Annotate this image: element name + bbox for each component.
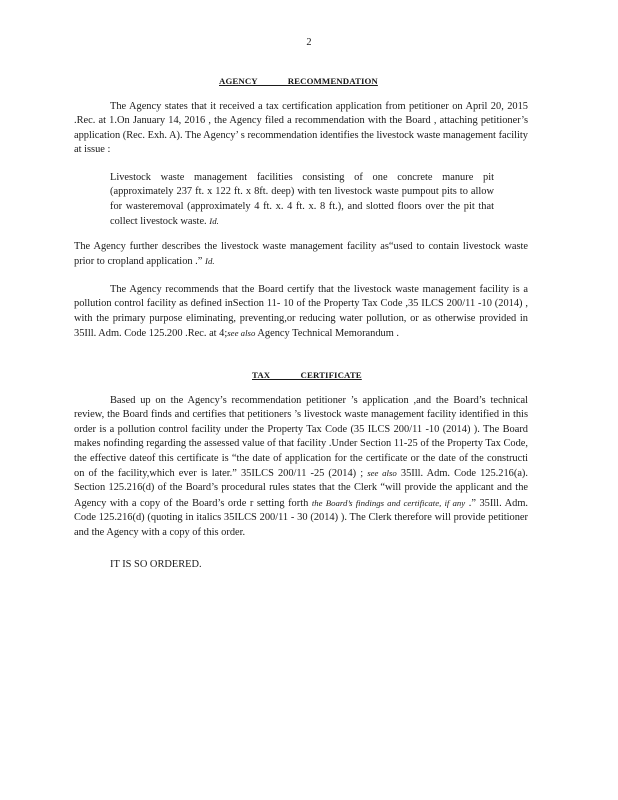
technical-memorandum-ref: Agency Technical Memorandum . <box>257 328 400 340</box>
recommendation-paragraph-3-text: The Agency recommends that the Board certify that the livestock waste management facility is a pollution control facility as defined inSection 11- 10 of the Property Tax Code ,35 ILCS 200/11 -10 (2014) , with the primary purpose eliminating, preventing,or reducing water pollution, or as otherwise provided in 35Ill. Adm. Code 125.200 .Rec. at 4; <box>74 284 528 340</box>
paragraph-2-citation: Id. <box>205 256 215 267</box>
recommendation-paragraph-2-text: The Agency further describes the livestock waste management facility as“used to contain livestock waste prior to cropland application .” <box>74 241 528 268</box>
see-also-signal: see also <box>227 328 256 339</box>
facility-description-quote <box>110 171 494 230</box>
certificate-italic-quote: the Board’s findings and certificate, if any <box>311 497 466 508</box>
recommendation-paragraph-2 <box>74 240 528 270</box>
certificate-see-also: see also <box>367 468 397 479</box>
facility-description-text: Livestock waste management facilities consisting of one concrete manure pit (approximately 237 ft. x 122 ft. x 8ft. deep) with ten livestock waste pumpout pits to allow for wasteremoval (approximately 4 ft. x. 4 ft. x. 8 ft.), and slotted floors over the pit that collect livestock waste. <box>110 172 494 228</box>
certificate-text-a: Based up on the Agency’s recommendation petitioner ’s application ,and the Board’s technical review, the Board finds and certifies that petitioners ’s livestock waste management facility identified in this order is a pollution control facility under the Property Tax Code (35 ILCS 200/11 -10 (2014) ). The Board makes nofinding regarding the assessed value of that facility .Under Section 11-25 of the Property Tax Code, the effective dateof this certificate is “the date of application for the certificate or the date of the constructi on of the facility,which ever is later.” 35ILCS 200/11 -25 (2014) ; <box>74 395 528 480</box>
agency-recommendation-heading: AGENCY RECOMMENDATION <box>219 76 378 86</box>
page-number: 2 <box>306 37 312 48</box>
certificate-paragraph <box>74 394 528 540</box>
recommendation-paragraph-1-text: The Agency states that it received a tax certification application from petitioner on April 20, 2015 .Rec. at 1.On January 14, 2016 , the Agency filed a recommendation with the Board , attaching petitioner’s application (Rec. Exh. A). The Agency’ s recommendation identifies the livestock waste management facility at issue : <box>74 101 528 156</box>
certificate-text-b: 35Ill. Adm. Code 125.216(a). Section 125.216(d) of the Board’s procedural rules states that the Clerk “will provide the applicant and the Agency with a copy of the Board’s orde r setting forth <box>74 468 528 509</box>
recommendation-paragraph-3 <box>74 283 528 342</box>
tax-certificate-heading: TAX CERTIFICATE <box>252 370 362 380</box>
quote-citation: Id. <box>209 216 219 227</box>
closing-order: IT IS SO ORDERED. <box>110 559 202 570</box>
certificate-text-c: .” 35Ill. Adm. Code 125.216(d) (quoting in italics 35ILCS 200/11 - 30 (2014) ). The Clerk therefore will provide petitioner and the Agency with a copy of this order. <box>74 497 528 538</box>
recommendation-paragraph-1 <box>74 100 528 158</box>
